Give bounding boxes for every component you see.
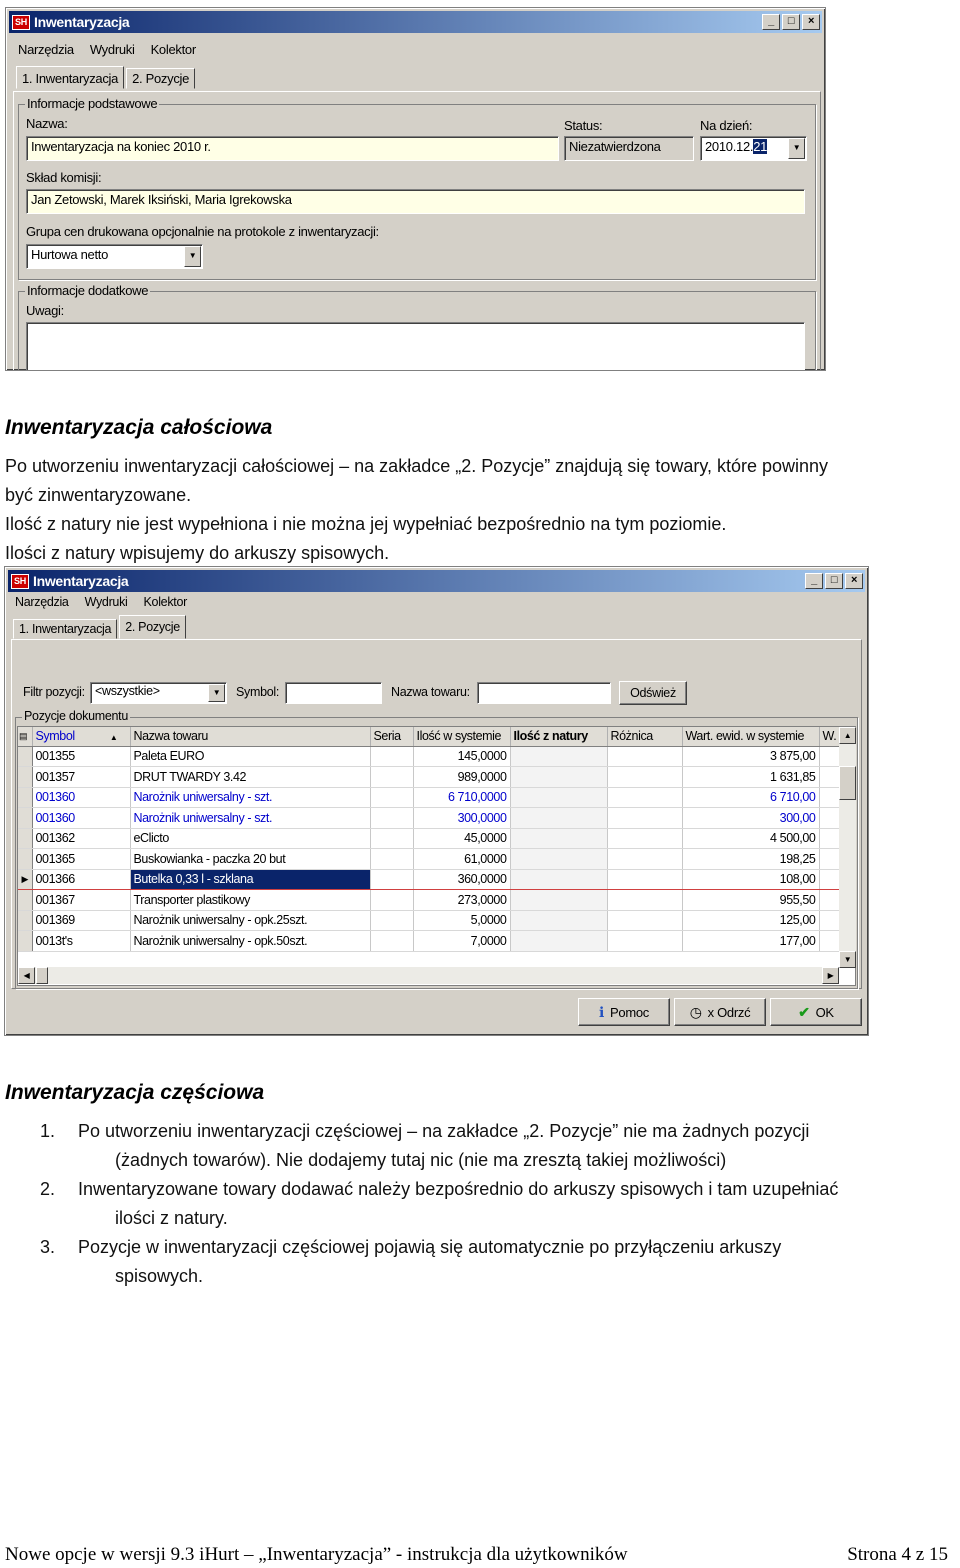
price-group-select[interactable] — [26, 244, 203, 269]
checkmark-icon: ✔ — [798, 1003, 810, 1020]
minimize-icon[interactable]: _ — [762, 14, 780, 30]
row-indicator[interactable]: ▶ — [18, 869, 32, 890]
cell-symbol[interactable]: 001367 — [32, 890, 130, 911]
row-indicator[interactable] — [18, 808, 32, 829]
price-group-label: Grupa cen drukowana opcjonalnie na protokole z inwentaryzacji: — [26, 224, 379, 239]
calendar-dropdown-icon[interactable]: ▼ — [788, 138, 805, 159]
cell-difference[interactable] — [607, 849, 682, 870]
cell-system-value[interactable]: 300,00 — [682, 808, 819, 829]
cell-system-qty[interactable]: 273,0000 — [413, 890, 510, 911]
cell-series[interactable] — [370, 787, 413, 808]
app-icon: SH — [12, 15, 30, 30]
title-bar — [9, 11, 822, 33]
cell-system-value[interactable]: 177,00 — [682, 931, 819, 952]
col-natural-qty[interactable]: Ilość z natury — [510, 727, 607, 746]
info-icon: ℹ — [599, 1003, 605, 1020]
cell-w[interactable] — [819, 890, 840, 911]
status-label: Status: — [564, 118, 603, 133]
cell-symbol[interactable]: 001362 — [32, 828, 130, 849]
cell-system-qty[interactable]: 360,0000 — [413, 869, 510, 890]
help-button[interactable]: ℹ Pomoc — [578, 998, 670, 1026]
table-row[interactable] — [18, 869, 840, 890]
cell-difference[interactable] — [607, 746, 682, 767]
col-product-name[interactable]: Nazwa towaru — [130, 727, 370, 746]
section-heading-full: Inwentaryzacja całościowa — [5, 416, 273, 439]
scroll-left-icon[interactable]: ◀ — [18, 967, 35, 984]
minimize-icon[interactable]: _ — [805, 573, 823, 589]
tab-inwentaryzacja[interactable]: 1. Inwentaryzacja — [16, 66, 124, 89]
committee-label: Skład komisji: — [26, 170, 102, 185]
product-name-label: Nazwa towaru: — [391, 685, 470, 699]
menu-bar — [15, 595, 187, 609]
tab-strip — [13, 617, 188, 639]
cell-system-value[interactable]: 1 631,85 — [682, 767, 819, 788]
col-symbol[interactable]: Symbol ▲ — [32, 727, 130, 746]
cell-w[interactable] — [819, 910, 840, 931]
price-group-value: Hurtowa netto — [31, 247, 109, 262]
table-row[interactable] — [18, 910, 840, 931]
cell-difference[interactable] — [607, 808, 682, 829]
col-w[interactable]: W. — [819, 727, 840, 746]
cell-w[interactable] — [819, 767, 840, 788]
cell-system-value[interactable]: 125,00 — [682, 910, 819, 931]
row-indicator[interactable] — [18, 849, 32, 870]
positions-table — [18, 727, 840, 952]
cell-system-value[interactable]: 4 500,00 — [682, 828, 819, 849]
cell-series[interactable] — [370, 910, 413, 931]
cell-w[interactable] — [819, 869, 840, 890]
cell-series[interactable] — [370, 849, 413, 870]
list-item: 3. Pozycje w inwentaryzacji częściowej pojawią się automatycznie po przyłączeniu arkuszy spisowych. — [40, 1237, 782, 1286]
scroll-up-icon[interactable]: ▲ — [839, 727, 856, 744]
cell-system-qty[interactable]: 7,0000 — [413, 931, 510, 952]
cell-difference[interactable] — [607, 828, 682, 849]
tab-inwentaryzacja[interactable]: 1. Inwentaryzacja — [13, 619, 117, 639]
row-indicator[interactable] — [18, 767, 32, 788]
positions-grid[interactable] — [17, 726, 856, 986]
symbol-label: Symbol: — [236, 685, 280, 699]
menu-kolektor[interactable]: Kolektor — [143, 595, 187, 609]
cell-system-qty[interactable]: 61,0000 — [413, 849, 510, 870]
menu-wydruki[interactable]: Wydruki — [89, 42, 135, 57]
notes-label: Uwagi: — [26, 303, 64, 318]
group-positions-title: Pozycje dokumentu — [24, 709, 128, 723]
date-label: Na dzień: — [700, 118, 753, 133]
clock-icon: ◷ — [689, 1003, 702, 1020]
table-row[interactable] — [18, 767, 840, 788]
cell-natural-qty[interactable] — [510, 787, 607, 808]
cell-symbol[interactable]: 001360 — [32, 808, 130, 829]
filter-label: Filtr pozycji: — [23, 685, 85, 699]
cell-system-qty[interactable]: 145,0000 — [413, 746, 510, 767]
list-item: 2. Inwentaryzowane towary dodawać należy bezpośrednio do arkuszy spisowych i tam uzupełniać ilości z natury. — [40, 1179, 839, 1228]
group-basic-title: Informacje podstawowe — [27, 96, 158, 111]
cell-symbol[interactable]: 001369 — [32, 910, 130, 931]
table-header — [18, 727, 840, 746]
cell-natural-qty[interactable] — [510, 869, 607, 890]
cell-natural-qty[interactable] — [510, 746, 607, 767]
sort-up-icon: ▲ — [109, 733, 118, 743]
menu-kolektor[interactable]: Kolektor — [150, 42, 196, 57]
cell-difference[interactable] — [607, 787, 682, 808]
cell-difference[interactable] — [607, 869, 682, 890]
cell-w[interactable] — [819, 828, 840, 849]
cancel-button[interactable]: ◷ x Odrzć — [674, 998, 766, 1026]
date-value: 2010.12. — [705, 139, 754, 154]
paragraph-line: Ilość z natury nie jest wypełniona i nie można jej wypełniać bezpośrednio na tym poziomie. — [5, 514, 727, 534]
cell-natural-qty[interactable] — [510, 828, 607, 849]
app-icon: SH — [11, 574, 29, 589]
cell-natural-qty[interactable] — [510, 767, 607, 788]
section-heading-partial: Inwentaryzacja częściowa — [5, 1081, 265, 1104]
tab-strip — [16, 68, 197, 89]
table-row[interactable] — [18, 931, 840, 952]
cell-system-value[interactable]: 955,50 — [682, 890, 819, 911]
window-title: Inwentaryzacja — [33, 573, 129, 589]
inventory-window-general — [5, 7, 826, 371]
footer-title: Nowe opcje w wersji 9.3 iHurt – „Inwentaryzacja” - instrukcja dla użytkowników — [5, 1544, 628, 1565]
paragraph-line: Ilości z natury wpisujemy do arkuszy spisowych. — [5, 543, 390, 563]
cell-natural-qty[interactable] — [510, 849, 607, 870]
cell-symbol[interactable]: 001355 — [32, 746, 130, 767]
cell-w[interactable] — [819, 787, 840, 808]
cell-series[interactable] — [370, 931, 413, 952]
cell-system-qty[interactable]: 300,0000 — [413, 808, 510, 829]
menu-wydruki[interactable]: Wydruki — [84, 595, 128, 609]
status-field: Niezatwierdzona — [564, 136, 694, 161]
date-field[interactable] — [700, 136, 807, 161]
row-indicator[interactable] — [18, 787, 32, 808]
close-icon[interactable]: × — [845, 573, 863, 589]
cell-w[interactable] — [819, 931, 840, 952]
cell-series[interactable] — [370, 890, 413, 911]
cell-difference[interactable] — [607, 931, 682, 952]
inventory-window-positions — [4, 566, 869, 1036]
cell-product-name[interactable]: Narożnik uniwersalny - opk.50szt. — [130, 931, 370, 952]
vertical-scrollbar[interactable] — [839, 727, 856, 968]
title-bar — [8, 570, 865, 592]
table-row[interactable] — [18, 746, 840, 767]
cell-product-name[interactable]: Butelka 0,33 l - szklana — [130, 869, 370, 890]
cell-system-value[interactable]: 198,25 — [682, 849, 819, 870]
cell-product-name[interactable]: Buskowianka - paczka 20 but — [130, 849, 370, 870]
cell-system-qty[interactable]: 989,0000 — [413, 767, 510, 788]
scroll-right-icon[interactable]: ▶ — [822, 967, 839, 984]
cell-product-name[interactable]: Narożnik uniwersalny - szt. — [130, 787, 370, 808]
cell-series[interactable] — [370, 869, 413, 890]
cell-system-qty[interactable]: 6 710,0000 — [413, 787, 510, 808]
paragraph-line: Po utworzeniu inwentaryzacji całościowej – na zakładce „2. Pozycje” znajdują się towary, które powinny — [5, 456, 829, 476]
committee-field[interactable]: Jan Zetowski, Marek Iksiński, Maria Igrekowska — [26, 189, 805, 214]
cell-natural-qty[interactable] — [510, 808, 607, 829]
symbol-input[interactable] — [285, 682, 382, 704]
product-name-input[interactable] — [477, 682, 611, 704]
cell-symbol[interactable]: 001365 — [32, 849, 130, 870]
row-indicator[interactable] — [18, 910, 32, 931]
cell-system-qty[interactable]: 5,0000 — [413, 910, 510, 931]
refresh-button[interactable]: Odśwież — [619, 681, 687, 705]
cell-w[interactable] — [819, 746, 840, 767]
col-system-qty[interactable]: Ilość w systemie — [413, 727, 510, 746]
cell-product-name[interactable]: Narożnik uniwersalny - szt. — [130, 808, 370, 829]
cell-symbol[interactable]: 0013t's — [32, 931, 130, 952]
maximize-icon[interactable]: □ — [782, 14, 800, 30]
menu-bar — [18, 42, 196, 57]
group-extra-title: Informacje dodatkowe — [27, 283, 149, 298]
cell-product-name[interactable]: DRUT TWARDY 3.42 — [130, 767, 370, 788]
chevron-down-icon[interactable]: ▼ — [184, 246, 201, 267]
row-indicator[interactable] — [18, 890, 32, 911]
name-label: Nazwa: — [26, 116, 68, 131]
cell-symbol[interactable]: 001360 — [32, 787, 130, 808]
tab-pozycje[interactable]: 2. Pozycje — [126, 68, 195, 89]
col-system-value[interactable]: Wart. ewid. w systemie — [682, 727, 819, 746]
window-title: Inwentaryzacja — [34, 14, 130, 30]
cell-system-qty[interactable]: 45,0000 — [413, 828, 510, 849]
cell-product-name[interactable]: Paleta EURO — [130, 746, 370, 767]
scroll-thumb[interactable] — [839, 766, 856, 800]
col-series[interactable]: Seria — [370, 727, 413, 746]
grid-corner-icon[interactable]: ▤ — [18, 727, 32, 746]
filter-select[interactable] — [90, 682, 227, 704]
cell-series[interactable] — [370, 828, 413, 849]
cell-w[interactable] — [819, 808, 840, 829]
menu-narzedzia[interactable]: Narzędzia — [15, 595, 69, 609]
list-item: 1. Po utworzeniu inwentaryzacji częściowej – na zakładce „2. Pozycje” nie ma żadnych pozycji (żadnych towarów). Nie dodajemy tutaj nic (nie ma zresztą takiej możliwości) — [40, 1121, 810, 1170]
cell-system-value[interactable]: 6 710,00 — [682, 787, 819, 808]
cell-natural-qty[interactable] — [510, 890, 607, 911]
scroll-down-icon[interactable]: ▼ — [839, 951, 856, 968]
cell-product-name[interactable]: Transporter plastikowy — [130, 890, 370, 911]
table-row[interactable] — [18, 808, 840, 829]
filter-value: <wszystkie> — [95, 684, 160, 698]
row-indicator[interactable] — [18, 931, 32, 952]
ok-button[interactable]: ✔ OK — [770, 998, 862, 1026]
tab-pozycje[interactable]: 2. Pozycje — [119, 615, 186, 639]
table-row[interactable] — [18, 849, 840, 870]
cell-system-value[interactable]: 3 875,00 — [682, 746, 819, 767]
paragraph-line: być zinwentaryzowane. — [5, 485, 192, 505]
menu-narzedzia[interactable]: Narzędzia — [18, 42, 74, 57]
maximize-icon[interactable]: □ — [825, 573, 843, 589]
cell-system-value[interactable]: 108,00 — [682, 869, 819, 890]
cell-symbol[interactable]: 001357 — [32, 767, 130, 788]
row-indicator[interactable] — [18, 746, 32, 767]
cell-series[interactable] — [370, 746, 413, 767]
cell-w[interactable] — [819, 849, 840, 870]
row-indicator[interactable] — [18, 828, 32, 849]
table-row[interactable] — [18, 787, 840, 808]
cell-product-name[interactable]: eClicto — [130, 828, 370, 849]
cell-difference[interactable] — [607, 910, 682, 931]
page-number: Strona 4 z 15 — [847, 1544, 948, 1565]
cell-difference[interactable] — [607, 767, 682, 788]
notes-textarea[interactable] — [26, 322, 805, 371]
cell-natural-qty[interactable] — [510, 931, 607, 952]
cell-difference[interactable] — [607, 890, 682, 911]
date-day-selected: 21 — [753, 139, 768, 154]
col-difference[interactable]: Różnica — [607, 727, 682, 746]
name-field[interactable]: Inwentaryzacja na koniec 2010 r. — [26, 136, 559, 161]
close-icon[interactable]: × — [802, 14, 820, 30]
scroll-h-thumb[interactable] — [36, 967, 48, 984]
chevron-down-icon[interactable]: ▼ — [208, 684, 225, 702]
cell-natural-qty[interactable] — [510, 910, 607, 931]
cell-symbol[interactable]: 001366 — [32, 869, 130, 890]
table-row[interactable] — [18, 828, 840, 849]
cell-series[interactable] — [370, 808, 413, 829]
cell-series[interactable] — [370, 767, 413, 788]
horizontal-scrollbar[interactable] — [18, 967, 839, 984]
cell-product-name[interactable]: Narożnik uniwersalny - opk.25szt. — [130, 910, 370, 931]
table-row[interactable] — [18, 890, 840, 911]
